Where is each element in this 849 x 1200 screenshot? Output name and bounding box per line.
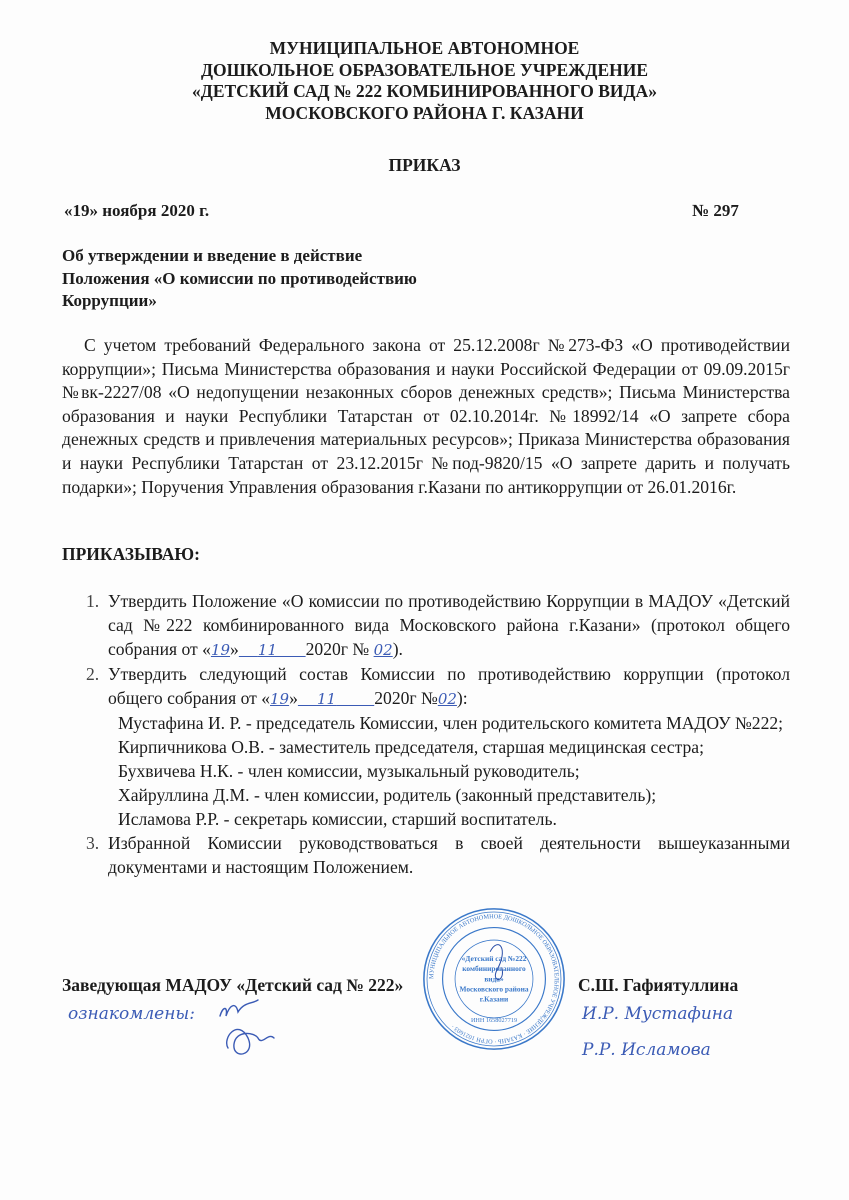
protocol-text: » bbox=[230, 639, 239, 659]
order-item bbox=[62, 831, 790, 879]
svg-text:МУНИЦИПАЛЬНОЕ АВТОНОМНОЕ ДОШКО: МУНИЦИПАЛЬНОЕ АВТОНОМНОЕ ДОШКОЛЬНОЕ ОБРАЗОВАТЕЛЬНОЕ УЧРЕЖДЕНИЕ · КАЗАНЬ · ОГРН 1021603 · bbox=[428, 913, 560, 1045]
institution-header bbox=[0, 38, 849, 124]
order-number: № 297 bbox=[692, 201, 739, 220]
header-line: МУНИЦИПАЛЬНОЕ АВТОНОМНОЕ bbox=[269, 38, 580, 58]
handwritten-day: 19 bbox=[270, 690, 290, 708]
svg-text:ИНН 1658027719: ИНН 1658027719 bbox=[470, 1016, 518, 1024]
order-item bbox=[62, 589, 790, 662]
protocol-text: ): bbox=[456, 688, 468, 708]
header-line: ДОШКОЛЬНОЕ ОБРАЗОВАТЕЛЬНОЕ УЧРЕЖДЕНИЕ bbox=[200, 59, 649, 80]
protocol-text: (протокол общего собрания от « bbox=[108, 615, 790, 659]
handwritten-number: 02 bbox=[437, 690, 457, 708]
acknowledgement-name: И.Р. Мустафина bbox=[582, 1004, 734, 1024]
item-text: Утвердить Положение «О комиссии по противодействию Коррупции в МАДОУ «Детский сад №222 комбинированного вида Московского района г.Казани» bbox=[108, 591, 790, 635]
item-number: 2. bbox=[86, 664, 100, 684]
svg-text:вида»: вида» bbox=[484, 974, 504, 984]
member-entry: Хайруллина Д.М. - член комиссии, родитель (законный представитель); bbox=[118, 785, 657, 805]
member-entry: Исламова Р.Р. - секретарь комиссии, старший воспитатель. bbox=[118, 809, 557, 829]
member-entry: Мустафина И. Р. - председатель Комиссии, член родительского комитета МАДОУ №222; bbox=[118, 713, 784, 733]
commission-members bbox=[108, 711, 790, 831]
month-value: 11 bbox=[316, 690, 337, 708]
protocol-text: (протокол общего собрания от « bbox=[108, 664, 791, 708]
svg-text:г.Казани: г.Казани bbox=[479, 994, 509, 1004]
order-date: «19» ноября 2020 г. bbox=[64, 201, 210, 220]
svg-text:Московского района: Московского района bbox=[459, 984, 529, 994]
official-stamp bbox=[420, 905, 568, 1058]
protocol-text: 2020г № bbox=[305, 639, 370, 659]
signature-mustafina bbox=[220, 1000, 274, 1054]
item-number: 1. bbox=[86, 591, 100, 611]
stamp-seal-icon bbox=[420, 905, 568, 1053]
document-type: ПРИКАЗ bbox=[388, 155, 461, 175]
member-entry: Кирпичникова О.В. - заместитель председателя, старшая медицинская сестра; bbox=[118, 737, 705, 757]
handwritten-number: 02 bbox=[373, 641, 393, 659]
svg-text:«Детский сад №222: «Детский сад №222 bbox=[461, 954, 527, 964]
order-subject bbox=[62, 245, 417, 313]
member-entry: Бухвичева Н.К. - член комиссии, музыкальный руководитель; bbox=[118, 761, 580, 781]
handwritten-month bbox=[239, 641, 306, 659]
month-value: 11 bbox=[257, 641, 277, 659]
acknowledgement-name: Р.Р. Исламова bbox=[582, 1040, 711, 1060]
subject-line: Коррупции» bbox=[62, 291, 157, 310]
signature-position: Заведующая МАДОУ «Детский сад № 222» bbox=[62, 975, 404, 995]
handwritten-month bbox=[298, 690, 374, 708]
signature-name: С.Ш. Гафиятуллина bbox=[578, 975, 739, 995]
header-line: «ДЕТСКИЙ САД № 222 КОМБИНИРОВАННОГО ВИДА» bbox=[192, 81, 657, 101]
item-text: Избранной Комиссии руководствоваться в своей деятельности вышеуказанными документами и настоящим Положением. bbox=[108, 833, 790, 877]
subject-line: Положения «О комиссии по противодействию bbox=[62, 268, 417, 288]
order-items bbox=[62, 589, 790, 879]
item-number: 3. bbox=[86, 833, 100, 853]
order-item bbox=[62, 662, 790, 831]
handwritten-day: 19 bbox=[210, 641, 231, 659]
header-line: МОСКОВСКОГО РАЙОНА Г. КАЗАНИ bbox=[265, 102, 584, 123]
order-heading: ПРИКАЗЫВАЮ: bbox=[62, 544, 200, 564]
protocol-text: ). bbox=[392, 639, 403, 659]
protocol-text: 2020г № bbox=[374, 688, 438, 708]
subject-line: Об утверждении и введение в действие bbox=[62, 246, 363, 265]
preamble: С учетом требований Федерального закона от 25.12.2008г №273-ФЗ «О противодействии коррупции»; Письма Министерства образования и науки Российской Федерации от 09.09.2015г №вк-2227/08 «О недопущении незаконных сборов денежных средств»; Письма Министерства образования и науки Республики Татарстан от 02.10.2014г. №18992/14 «О запрете сбора денежных средств и привлечения материальных ресурсов»; Приказа Министерства образования и науки Республики Татарстан от 23.12.2015г №под-9820/15 «О запрете дарить и получать подарки»; Поручения Управления образования г.Казани по антикоррупции от 26.01.2016г. bbox=[62, 335, 790, 497]
acknowledgement-label: ознакомлены: bbox=[68, 1004, 195, 1024]
item-text: Утвердить следующий состав Комиссии по противодействию коррупции bbox=[108, 664, 704, 684]
svg-text:комбинированного: комбинированного bbox=[462, 964, 526, 974]
protocol-text: » bbox=[289, 688, 298, 708]
